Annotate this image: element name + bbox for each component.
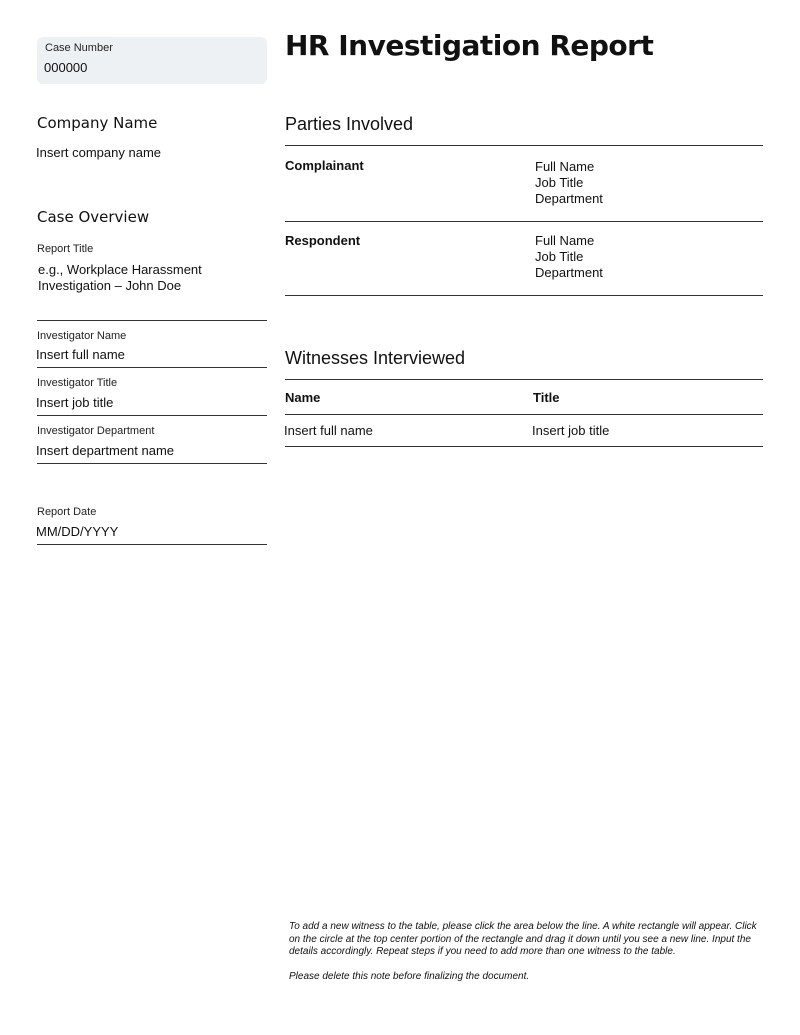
divider (285, 221, 763, 222)
divider (37, 320, 267, 321)
delete-note-text: Please delete this note before finalizing the document. (289, 971, 530, 982)
case-overview-heading: Case Overview (37, 208, 150, 226)
company-heading: Company Name (37, 114, 158, 132)
investigator-name-label: Investigator Name (37, 330, 127, 342)
report-title-field[interactable] (38, 262, 202, 294)
respondent-department: Department (535, 265, 603, 280)
witness-name-cell[interactable]: Insert full name (284, 423, 373, 438)
respondent-label: Respondent (285, 233, 361, 248)
witness-title-cell[interactable]: Insert job title (532, 423, 610, 438)
respondent-full-name: Full Name (535, 233, 595, 248)
complainant-label: Complainant (285, 158, 364, 173)
case-number-label: Case Number (45, 42, 113, 54)
divider (37, 463, 267, 464)
case-number-field[interactable]: 000000 (44, 60, 88, 75)
divider (285, 295, 763, 296)
divider (285, 446, 763, 447)
complainant-department: Department (535, 191, 603, 206)
divider (37, 544, 267, 545)
divider (37, 367, 267, 368)
witnesses-heading: Witnesses Interviewed (285, 348, 466, 368)
investigator-department-field[interactable]: Insert department name (36, 443, 175, 458)
complainant-details[interactable] (535, 159, 603, 207)
complainant-full-name: Full Name (535, 159, 595, 174)
case-number-box (37, 37, 267, 84)
page-title: HR Investigation Report (285, 29, 654, 62)
divider (37, 415, 267, 416)
investigator-name-field[interactable]: Insert full name (36, 347, 125, 362)
divider (285, 414, 763, 415)
report-date-field[interactable]: MM/DD/YYYY (36, 524, 119, 539)
report-date-label: Report Date (37, 506, 97, 518)
report-title-line: Investigation – John Doe (38, 278, 182, 293)
company-name-field[interactable]: Insert company name (36, 145, 162, 160)
instruction-note (289, 921, 764, 984)
parties-heading: Parties Involved (285, 114, 414, 134)
report-title-label: Report Title (37, 243, 94, 255)
respondent-job-title: Job Title (535, 249, 584, 264)
divider (285, 379, 763, 380)
report-title-line: e.g., Workplace Harassment (38, 262, 202, 277)
witness-name-header: Name (285, 390, 321, 405)
investigator-department-label: Investigator Department (37, 425, 155, 437)
complainant-job-title: Job Title (535, 175, 584, 190)
instruction-text: To add a new witness to the table, please click the area below the line. A white rectangle will appear. Click on the circle at the top center portion of the rectangle and drag it down until you see a new line. Input the details accordingly. Repeat steps if you need to add more than one witness to the table. (289, 921, 757, 957)
respondent-details[interactable] (535, 233, 603, 281)
investigator-title-field[interactable]: Insert job title (36, 395, 114, 410)
investigator-title-label: Investigator Title (37, 377, 118, 389)
divider (285, 145, 763, 146)
witness-title-header: Title (533, 390, 560, 405)
